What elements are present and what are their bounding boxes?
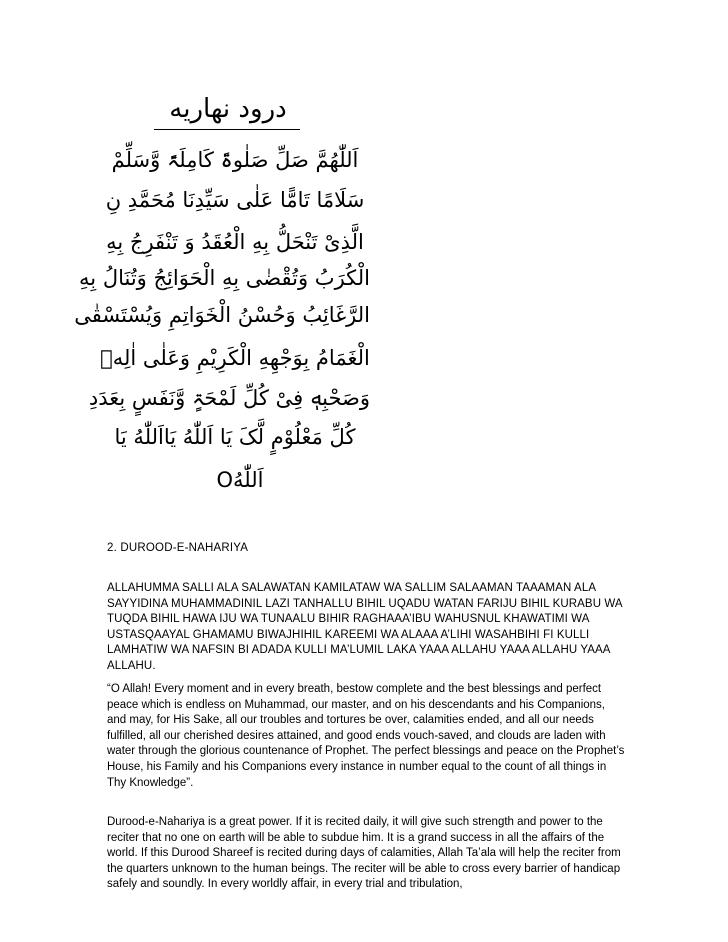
- translation-paragraph: “O Allah! Every moment and in every breath, bestow complete and the best blessings and perfect peace which is endless on Muhammad, our master, and on his descendants and his Companions, and may, for His Sake, all our troubles and tortures be over, calamities ended, and all our needs fulfilled, all our cherished desires attained, and good ends vouch-saved, and clouds are laden with water through the glorious countenance of Prophet. The perfect blessings and peace on the Prophet’s House, his Family and his Companions every instance in number equal to the count of all things in Thy Knowledge”.: [107, 683, 625, 789]
- arabic-durood-image: [74, 85, 370, 495]
- arabic-ending: اَللّٰهُO: [216, 468, 264, 492]
- arabic-line-2: سَلَامًا تَامًّا عَلٰی سَیِّدِنَا مُحَمَّدِ نِ: [105, 188, 365, 212]
- transliteration-paragraph: ALLAHUMMA SALLI ALA SALAWATAN KAMILATAW WA SALLIM SALAAMAN TAAAMAN ALA SAYYIDINA MUHAMMADINIL LAZI TANHALLU BIHIL UQADU WATAN FARIJU BIHIL KURABU WA TUQDA BIHIL HAWA IJU WA TUNAALU BIHIR RAGHAAA’IBU WAHUSNUL KHAWATIMI WA USTASQAAYAL GHAMAMU BIWAJHIHIL KAREEMI WA ALAAA A’LIHI WASAHBIHI FI KULLI LAMHATIW WA NAFSIN BI ADADA KULLI MA’LUMIL LAKA YAAA ALLAHU YAAA ALLAHU YAAA ALLAHU.: [107, 582, 623, 672]
- arabic-line-3: الَّذِیْ تَنْحَلُّ بِهِ الْعُقَدُ وَ تَنْفَرِجُ بِهِ: [106, 230, 364, 254]
- arabic-line-5: الرَّغَائِبُ وَحُسْنُ الْخَوَاتِمِ وَیُسْتَسْقٰی: [74, 303, 370, 327]
- title-underline: [154, 129, 300, 130]
- arabic-line-8: کُلِّ مَعْلُوْمٍ لَّکَ یَا اَللّٰهُ یَااَللّٰهُ یَا: [114, 425, 356, 449]
- arabic-line-6: الْغَمَامُ بِوَجْهِهِ الْکَرِیْمِ وَعَلٰی اٰلِهٖ: [100, 346, 370, 370]
- arabic-line-4: الْکُرَبُ وَتُقْضٰی بِهِ الْحَوَائِجُ وَتُنَالُ بِهِ: [79, 266, 370, 290]
- arabic-line-1: اَللّٰهُمَّ صَلِّ صَلٰوۃً کَامِلَۃً وَّسَلِّمْ: [111, 148, 359, 172]
- arabic-line-7: وَصَحْبِهٖ فِیْ کُلِّ لَمْحَۃٍ وَّنَفَسٍ بِعَدَدِ: [88, 386, 370, 410]
- section-heading: 2. DUROOD-E-NAHARIYA: [107, 542, 249, 554]
- arabic-title: درود نهاریه: [169, 94, 287, 124]
- benefits-paragraph: Durood-e-Nahariya is a great power. If it is recited daily, it will give such strength and power to the reciter that no one on earth will be able to subdue him. It is a grand success in all the affairs of the world. If this Durood Shareef is recited during days of calamities, Allah Ta’ala will help the reciter from the quarters unknown to the human beings. The reciter will be able to cross every barrier of handicap safely and soundly. In every worldly affair, in every trial and tribulation,: [107, 816, 621, 891]
